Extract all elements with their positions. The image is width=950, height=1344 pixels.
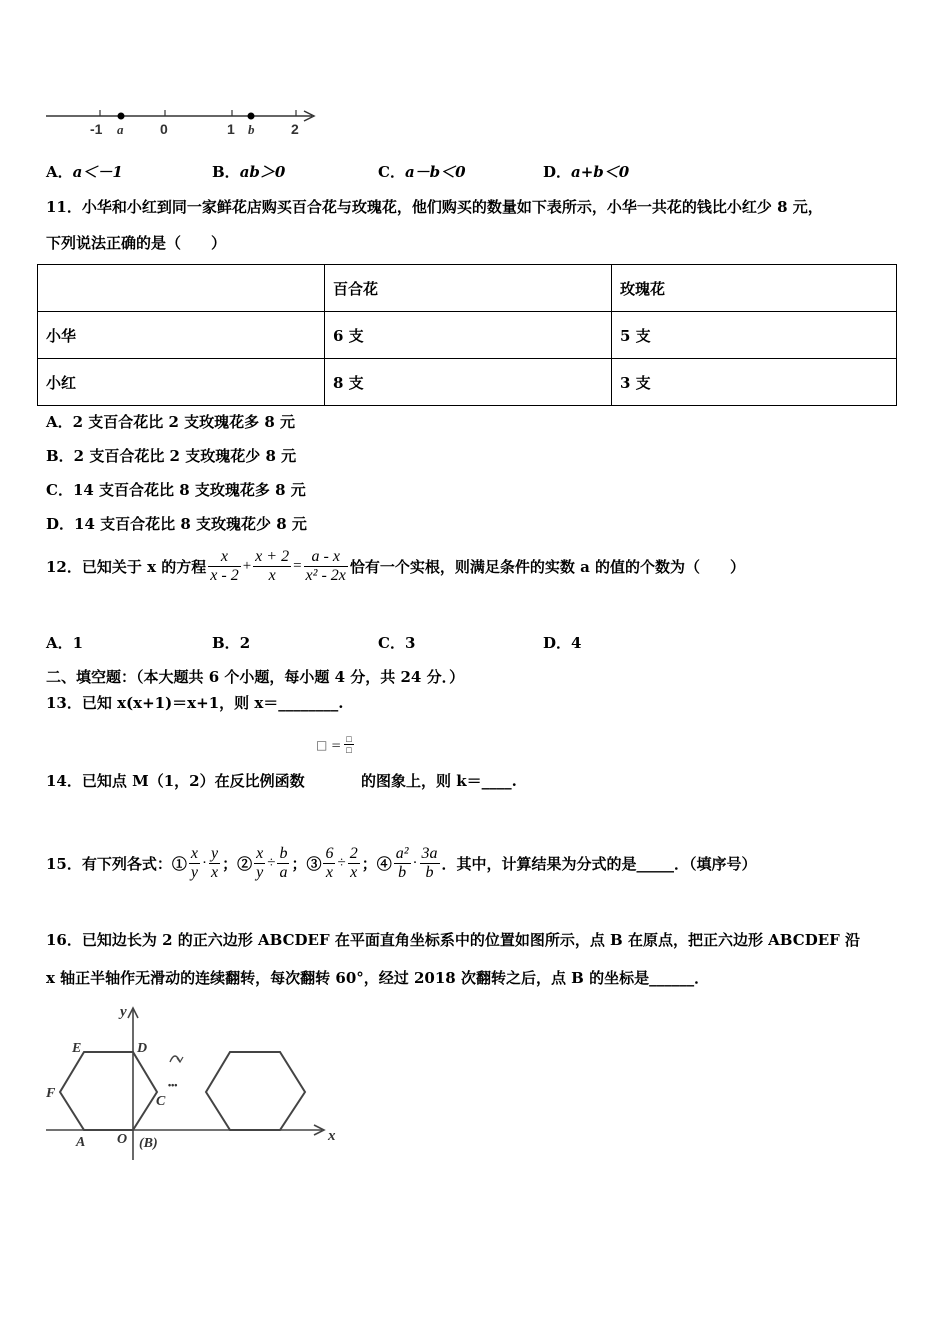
q15-prefix: 15．有下列各式：① bbox=[46, 855, 187, 874]
q14-stem-b: 的图象上，则 k＝____. bbox=[361, 772, 517, 790]
fraction-denominator: x² - 2x bbox=[305, 567, 346, 585]
divide-operator: ÷ bbox=[267, 855, 276, 872]
q12-stem bbox=[46, 548, 745, 586]
q15-fraction: $\frac{x}{y}$ bbox=[190, 845, 198, 882]
q10-option-c: C．a－b＜0 bbox=[378, 163, 466, 181]
q13-stem: 13．已知 x(x+1)＝x+1，则 x＝________. bbox=[46, 694, 344, 712]
q15-fraction: $\frac{y}{x}$ bbox=[210, 845, 219, 882]
fraction-numerator: □ bbox=[346, 734, 352, 744]
q15-fraction: $\frac{2}{x}$ bbox=[349, 845, 358, 882]
dot-operator: · bbox=[412, 855, 418, 872]
point-b-dot bbox=[248, 113, 255, 120]
q12-prefix: 12．已知关于 x 的方程 bbox=[46, 558, 207, 577]
table-cell: 百合花 bbox=[325, 265, 612, 312]
label-b: (B) bbox=[139, 1136, 158, 1151]
q12-option-d: D．4 bbox=[543, 634, 582, 652]
y-axis-label: y bbox=[120, 1004, 127, 1020]
fraction-numerator: x bbox=[220, 548, 229, 565]
q15-fraction: $\frac{b}{a}$ bbox=[279, 845, 288, 882]
table-cell: 小红 bbox=[38, 359, 325, 406]
q11-stem-line1: 11．小华和小红到同一家鲜花店购买百合花与玫瑰花，他们购买的数量如下表所示，小华一共花的钱比小红少 8 元， bbox=[46, 198, 823, 216]
divide-operator: ÷ bbox=[337, 855, 346, 872]
table-cell: 5 支 bbox=[612, 312, 897, 359]
dot-operator: · bbox=[201, 855, 207, 872]
q15-fraction: $\frac{3a}{b}$ bbox=[421, 845, 438, 882]
table-header-row bbox=[38, 265, 897, 312]
fraction-denominator: x - 2 bbox=[210, 567, 239, 585]
q10-option-a: A．a＜－1 bbox=[46, 163, 123, 181]
q11-option-d: D．14 支百合花比 8 支玫瑰花少 8 元 bbox=[46, 515, 307, 533]
plus-sign: + bbox=[242, 558, 252, 575]
fraction-numerator: x + 2 bbox=[255, 548, 290, 565]
table-row bbox=[38, 312, 897, 359]
q15-stem bbox=[46, 845, 757, 883]
tick-label: 1 bbox=[227, 121, 235, 137]
section-title: 二、填空题：（本大题共 6 个小题，每小题 4 分，共 24 分．） bbox=[46, 668, 465, 686]
ellipsis-dots: ••• bbox=[168, 1080, 178, 1090]
table-cell: 8 支 bbox=[325, 359, 612, 406]
point-a-dot bbox=[118, 113, 125, 120]
table-cell: 玫瑰花 bbox=[612, 265, 897, 312]
equals-sign: = bbox=[293, 558, 302, 575]
label-d: D bbox=[137, 1041, 148, 1056]
label-f: F bbox=[46, 1086, 56, 1101]
fraction-denominator: □ bbox=[346, 745, 352, 756]
q11-option-b: B．2 支百合花比 2 支玫瑰花少 8 元 bbox=[46, 447, 297, 465]
q12-option-c: C．3 bbox=[378, 634, 416, 652]
fraction-numerator: a - x bbox=[311, 548, 340, 565]
q15-fraction: $\frac{x}{y}$ bbox=[256, 845, 264, 882]
separator: ；③ bbox=[291, 855, 322, 874]
table-cell bbox=[38, 265, 325, 312]
q11-table bbox=[37, 264, 897, 406]
q15-fraction: $\frac{6}{x}$ bbox=[325, 845, 334, 882]
q12-option-b: B．2 bbox=[212, 634, 251, 652]
q16-stem-line2: x 轴正半轴作无滑动的连续翻转，每次翻转 60°，经过 2018 次翻转之后，点 B 的坐标是______． bbox=[46, 969, 710, 987]
table-row bbox=[38, 359, 897, 406]
point-b-label: b bbox=[248, 122, 255, 137]
q10-option-b: B．ab＞0 bbox=[212, 163, 286, 181]
table-cell: 小华 bbox=[38, 312, 325, 359]
tick-label: -1 bbox=[90, 121, 103, 137]
hexagon-rotated bbox=[206, 1052, 305, 1130]
table-cell: 3 支 bbox=[612, 359, 897, 406]
q11-stem-line2: 下列说法正确的是（ ） bbox=[46, 234, 227, 252]
separator: ；② bbox=[222, 855, 253, 874]
q15-suffix: ．其中，计算结果为分式的是_____．（填序号） bbox=[441, 855, 757, 874]
q12-suffix: 恰有一个实根，则满足条件的实数 a 的值的个数为（ ） bbox=[349, 558, 746, 577]
q15-fraction: $\frac{\text{a²}}{b}$ bbox=[395, 845, 409, 882]
label-a: A bbox=[76, 1135, 86, 1150]
label-e: E bbox=[72, 1041, 82, 1056]
q12-fraction-3 bbox=[304, 548, 348, 586]
q11-option-a: A．2 支百合花比 2 支玫瑰花多 8 元 bbox=[46, 413, 296, 431]
point-a-label: a bbox=[117, 122, 124, 137]
q14-stem-a: 14．已知点 M（1，2）在反比例函数 bbox=[46, 772, 305, 790]
q14-formula bbox=[316, 734, 356, 756]
hexagon-figure bbox=[40, 1000, 340, 1165]
number-line-figure bbox=[40, 100, 330, 140]
label-c: C bbox=[156, 1094, 166, 1109]
q12-fraction-2 bbox=[253, 548, 291, 586]
tick-label: 0 bbox=[160, 121, 168, 137]
q16-stem-line1: 16．已知边长为 2 的正六边形 ABCDEF 在平面直角坐标系中的位置如图所示，点 B 在原点，把正六边形 ABCDEF 沿 bbox=[46, 931, 861, 949]
label-o: O bbox=[117, 1132, 128, 1147]
q12-option-a: A．1 bbox=[46, 634, 84, 652]
fraction-denominator: x bbox=[253, 566, 291, 585]
hexagon-abcdef bbox=[60, 1052, 157, 1130]
separator: ；④ bbox=[361, 855, 392, 874]
q12-fraction-1 bbox=[208, 548, 240, 586]
tick-label: 2 bbox=[291, 121, 299, 137]
formula-fraction bbox=[344, 734, 353, 756]
formula-left: □ = bbox=[316, 737, 342, 752]
rotation-arc-icon bbox=[170, 1056, 180, 1062]
q11-option-c: C．14 支百合花比 8 支玫瑰花多 8 元 bbox=[46, 481, 306, 499]
q10-option-d: D．a+b＜0 bbox=[543, 163, 630, 181]
table-cell: 6 支 bbox=[325, 312, 612, 359]
x-axis-label: x bbox=[328, 1128, 336, 1144]
